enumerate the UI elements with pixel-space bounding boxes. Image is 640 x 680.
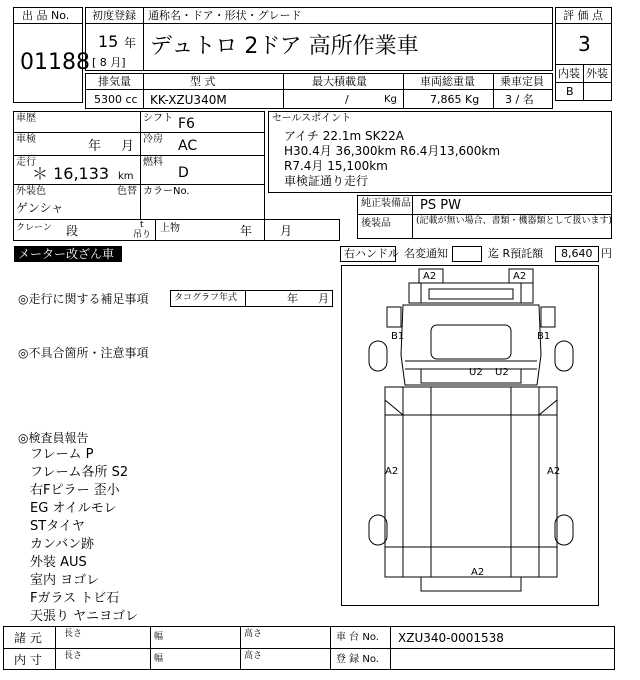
name-change-box xyxy=(452,246,482,262)
car-name: デュトロ 2ドア 高所作業車 xyxy=(150,34,419,59)
length-label-2: 長さ xyxy=(64,651,83,661)
fuel: D xyxy=(178,165,189,181)
crane-stage-unit: 段 xyxy=(66,224,79,238)
interior-grade: B xyxy=(566,85,574,98)
truck-diagram xyxy=(341,265,599,606)
height-label: 高さ xyxy=(244,629,263,639)
deposit: 8,640 xyxy=(561,247,593,260)
interior-label: 内装 xyxy=(558,67,580,80)
diagram-mark: U2 xyxy=(495,367,509,378)
first-reg-month: [ 8 月] xyxy=(92,56,126,69)
shift: F6 xyxy=(178,116,195,132)
color-no-label-2: カラーNo. xyxy=(143,186,190,197)
ac: AC xyxy=(178,138,198,154)
sales-label: セールスポイント xyxy=(272,113,352,124)
diagram-mark: B1 xyxy=(537,331,551,342)
model: KK-XZU340M xyxy=(150,93,227,107)
crane-lift-unit: 吊り xyxy=(133,230,152,240)
width-label-2: 幅 xyxy=(154,654,164,664)
inspector-item: 天張り ヤニヨゴレ xyxy=(30,609,139,624)
reg-label: 登 録 No. xyxy=(336,654,379,665)
inspector-label: ◎検査員報告 xyxy=(18,431,89,445)
upper-right-box xyxy=(265,219,340,241)
tacho-year-unit: 年 xyxy=(287,292,298,305)
inspection-year-unit: 年 xyxy=(88,139,102,154)
diagram-mark: A2 xyxy=(423,271,437,282)
equipment-label: 純正装備品 xyxy=(361,198,411,209)
width-label: 幅 xyxy=(154,632,164,642)
ext-color-label: 外装色 xyxy=(16,186,46,197)
sales-line-2: H30.4月 36,300km R6.4月13,600km xyxy=(284,144,501,158)
inspector-item: EG オイルモレ xyxy=(30,501,117,516)
chassis: XZU340-0001538 xyxy=(398,631,504,645)
upper-label: 上物 xyxy=(160,223,180,234)
first-reg-label: 初度登録 xyxy=(92,9,136,22)
diagram-mark: A2 xyxy=(547,466,561,477)
history-label: 車歴 xyxy=(16,113,36,124)
gross-weight: 7,865 Kg xyxy=(430,93,480,106)
mileage-label: 走行 xyxy=(16,157,36,168)
various-label: 諸 元 xyxy=(14,631,42,645)
inspection-label: 車検 xyxy=(16,134,36,145)
crane-label: クレーン xyxy=(16,223,52,233)
inspector-item: フレーム P xyxy=(30,447,94,462)
sales-line-4: 車検証通り走行 xyxy=(284,174,369,188)
fuel-label: 燃料 xyxy=(143,157,163,168)
diagram-mark: A2 xyxy=(385,466,399,477)
registration: 迄 R預託額 xyxy=(488,247,544,260)
shift-label: シフト xyxy=(143,113,173,124)
deposit-unit: 円 xyxy=(601,247,612,260)
inspector-item: 右Fピラー 歪小 xyxy=(30,483,120,498)
max-load: / xyxy=(345,93,349,106)
inspector-item: Fガラス トビ石 xyxy=(30,591,120,606)
crane-ton-unit: t xyxy=(140,220,144,230)
aftermarket-note: (記載が無い場合、書類・機器類として扱います) xyxy=(416,216,613,226)
interior-dim-label: 内 寸 xyxy=(14,653,42,667)
lot-no: 01188 xyxy=(20,50,90,75)
mileage-unit: km xyxy=(118,171,134,182)
color-no-label: 色替 xyxy=(117,186,137,197)
right-handle: 右ハンドル xyxy=(344,247,399,260)
meter-tampered-badge: メーター改ざん車 xyxy=(14,246,122,262)
tacho-month-unit: 月 xyxy=(318,292,329,305)
diagram-mark: A2 xyxy=(471,567,485,578)
diagram-mark: B1 xyxy=(391,331,405,342)
inspector-item: フレーム各所 S2 xyxy=(30,465,129,480)
inspector-item: 外装 AUS xyxy=(30,555,87,570)
equipment-value: PS PW xyxy=(420,198,461,213)
name-change: 名変通知 xyxy=(404,247,448,260)
max-load-label: 最大積載量 xyxy=(312,75,367,88)
defects-label: ◎不具合箇所・注意事項 xyxy=(18,346,149,360)
lot-no-label: 出 品 No. xyxy=(22,9,70,22)
diagram-mark: U2 xyxy=(469,367,483,378)
ac-label: 冷房 xyxy=(143,134,163,145)
model-label: 型 式 xyxy=(190,75,216,88)
gross-weight-label: 車両総重量 xyxy=(420,75,475,88)
displacement: 5300 cc xyxy=(94,93,138,106)
capacity-label: 乗車定員 xyxy=(500,75,544,88)
name-label: 通称名・ドア・形状・グレード xyxy=(148,9,302,22)
diagram-mark: A2 xyxy=(513,271,527,282)
ext-color: ゲンシャ xyxy=(16,201,64,215)
first-reg-year: 15 xyxy=(98,32,119,51)
grade: 3 xyxy=(578,32,591,56)
inspector-item: STタイヤ xyxy=(30,519,85,534)
inspector-item: 室内 ヨゴレ xyxy=(30,573,100,588)
mileage: ＊ 16,133 xyxy=(32,164,110,183)
sales-line-3: R7.4月 15,100km xyxy=(284,159,388,173)
max-load-unit: Kg xyxy=(384,94,397,105)
upper-year-unit: 年 xyxy=(240,224,253,238)
inspector-item: カンバン跡 xyxy=(30,537,95,552)
upper-month-unit: 月 xyxy=(280,224,293,238)
inspection-month-unit: 月 xyxy=(121,139,135,154)
year-unit: 年 xyxy=(124,36,137,50)
sales-line-1: アイチ 22.1m SK22A xyxy=(284,129,404,143)
aftermarket-label: 後装品 xyxy=(361,218,391,229)
displacement-label: 排気量 xyxy=(98,75,131,88)
length-label: 長さ xyxy=(64,629,83,639)
exterior-label: 外装 xyxy=(586,67,608,80)
tacho-label: タコグラフ年式 xyxy=(174,293,238,303)
height-label-2: 高さ xyxy=(244,651,263,661)
driving-notes-label: ◎走行に関する補足事項 xyxy=(18,292,149,306)
chassis-label: 車 台 No. xyxy=(336,632,379,643)
grade-label: 評 価 点 xyxy=(563,9,603,22)
capacity: 3 / 名 xyxy=(505,93,534,106)
